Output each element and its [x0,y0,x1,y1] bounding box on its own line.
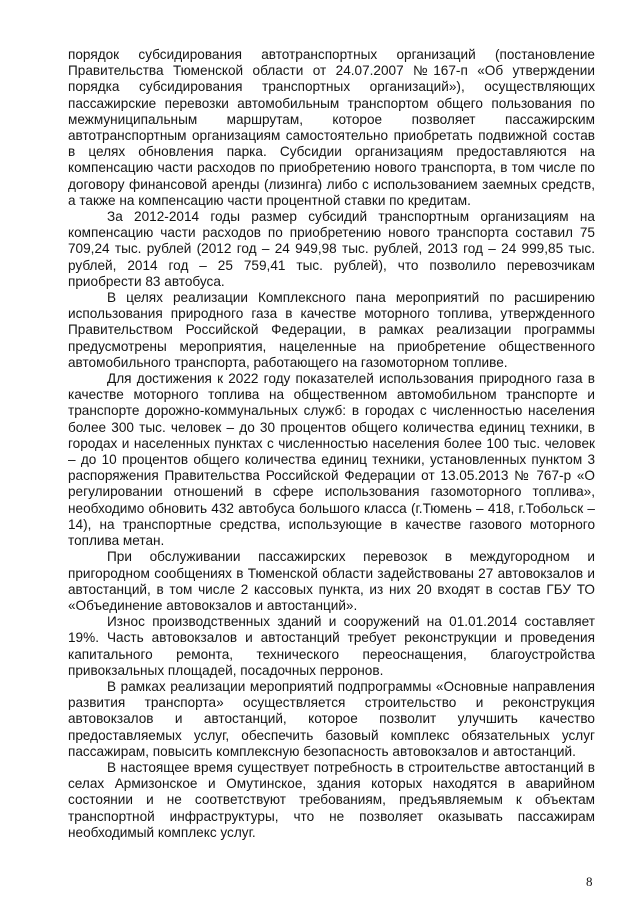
paragraph-bus-stations: При обслуживании пассажирских перевозок в междугородном и пригородном сообщениях в Тюменской области задействованы 27 автовокзалов и автостанций, в том числе 2 кассовых пункта, из них 20 входят в состав ГБУ ТО «Объединение автовокзалов и автостанций». [68,549,595,613]
document-body [68,47,595,841]
paragraph-construction-need: В настоящее время существует потребность в строительстве автостанций в селах Армизонское и Омутинское, здания которых находятся в аварийном состоянии и не соответствуют требованиям, предъявляемым к объектам транспортной инфраструктуры, что не позволяет оказывать пассажирам необходимый комплекс услуг. [68,759,595,840]
paragraph-subprogram: В рамках реализации мероприятий подпрограммы «Основные направления развития транспорта» осуществляется строительство и реконструкция автовокзалов и автостанций, которое позволит улучшить качество предоставляемых услуг, обеспечить базовый комплекс обязательных услуг пассажирам, повысить комплексную безопасность автовокзалов и автостанций. [68,678,595,759]
paragraph-gas-targets: Для достижения к 2022 году показателей использования природного газа в качестве моторного топлива на общественном автомобильном транспорте и транспорте дорожно-коммунальных служб: в городах с численностью населения более 300 тыс. человек – до 30 процентов общего количества единиц техники, в городах и населенных пунктах с численностью населения более 100 тыс. человек – до 10 процентов общего количества единиц техники, установленных пунктом 3 распоряжения Правительства Российской Федерации от 13.05.2013 № 767-р «О регулировании отношений в сфере использования газомоторного топлива», необходимо обновить 432 автобуса большого класса (г.Тюмень – 418, г.Тобольск – 14), на транспортные средства, использующие в качестве газового моторного топлива метан. [68,371,595,549]
paragraph-subsidy-amounts: За 2012-2014 годы размер субсидий транспортным организациям на компенсацию части расходов по приобретению нового транспорта составил 75 709,24 тыс. рублей (2012 год – 24 949,98 тыс. рублей, 2013 год – 24 999,85 тыс. рублей, 2014 год – 25 759,41 тыс. рублей), что позволило перевозчикам приобрести 83 автобуса. [68,209,595,289]
paragraph-subsidy-procedure: порядок субсидирования автотранспортных организаций (постановление Правительства Тюменской области от 24.07.2007 №167-п «Об утверждении порядка субсидирования транспортных организаций»), осуществляющих пассажирские перевозки автомобильным транспортом общего пользования по межмуниципальным маршрутам, которое позволяет пассажирским автотранспортным организациям самостоятельно приобретать подвижной состав в целях обновления парка. Субсидии организациям предоставляются на компенсацию части расходов по приобретению нового транспорта, в том числе по договору финансовой аренды (лизинга) либо с использованием заемных средств, а также на компенсацию части процентной ставки по кредитам. [68,47,595,208]
paragraph-gas-fuel-plan: В целях реализации Комплексного пана мероприятий по расширению использования природного газа в качестве моторного топлива, утвержденного Правительством Российской Федерации, в рамках реализации программы предусмотрены мероприятия, нацеленные на приобретение общественного автомобильного транспорта, работающего на газомоторном топливе. [68,290,595,370]
paragraph-building-wear: Износ производственных зданий и сооружений на 01.01.2014 составляет 19%. Часть автовокзалов и автостанций требует реконструкции и проведения капитального ремонта, технического переоснащения, благоустройства привокзальных площадей, посадочных перронов. [68,614,595,678]
page-number: 8 [586,874,593,889]
